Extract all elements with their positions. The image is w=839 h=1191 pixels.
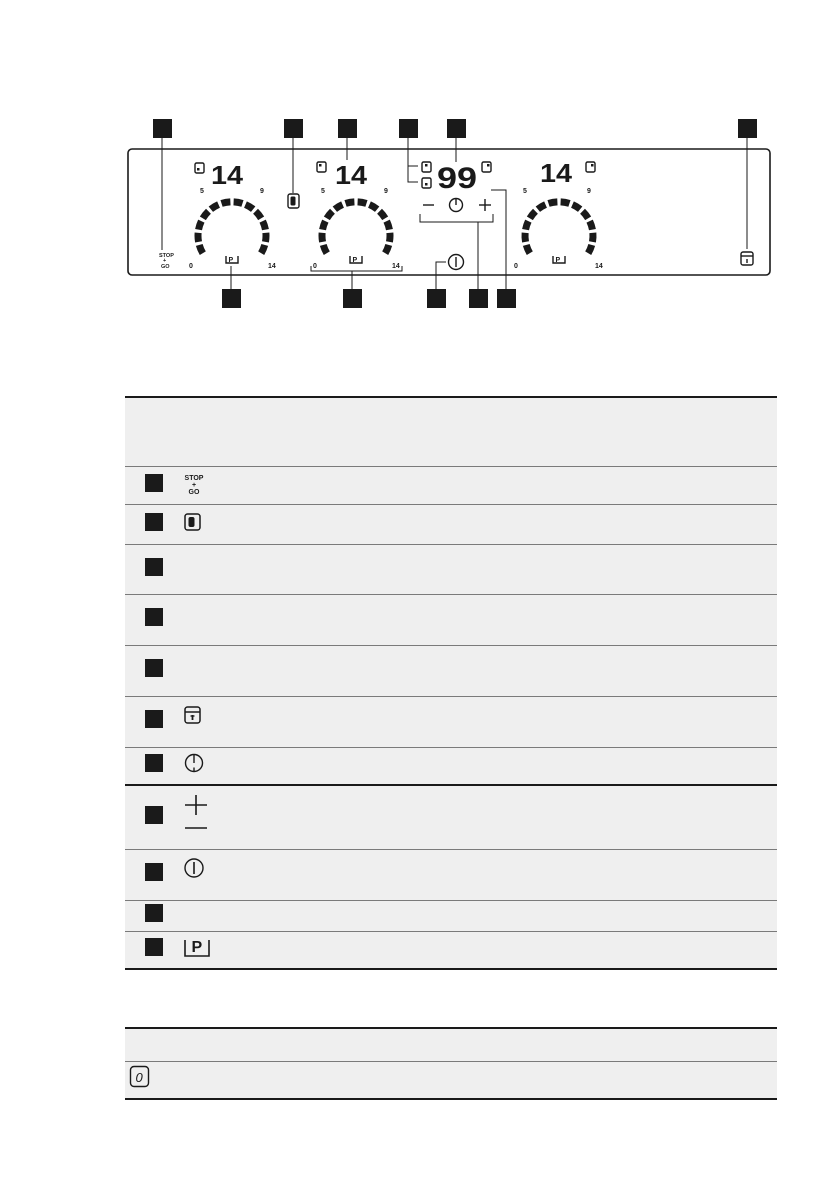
leader-lines — [162, 138, 747, 289]
table-row — [125, 696, 777, 747]
row-number-square — [145, 710, 163, 728]
right-dial[interactable] — [525, 202, 593, 253]
table-row — [125, 466, 777, 504]
table-row — [125, 747, 777, 785]
callout-marker — [343, 289, 362, 308]
middle-dial-label-min: 0 — [313, 263, 317, 270]
row-number-square — [145, 863, 163, 881]
display-table — [125, 1027, 777, 1100]
callout-marker — [399, 119, 418, 138]
zone-indicator-right — [586, 162, 595, 172]
right-dial-label-low: 5 — [523, 188, 527, 195]
middle-dial-label-mid: 9 — [384, 188, 388, 195]
right-power-display: 14 — [540, 158, 573, 188]
row-number-square — [145, 904, 163, 922]
row-number-square — [145, 474, 163, 492]
row-number-square — [145, 938, 163, 956]
power-boost-icon[interactable] — [553, 256, 565, 264]
left-dial-label-low: 5 — [200, 188, 204, 195]
table-row — [125, 645, 777, 696]
middle-dial-label-low: 5 — [321, 188, 325, 195]
callout-marker — [153, 119, 172, 138]
callout-marker — [738, 119, 757, 138]
right-dial-label-min: 0 — [514, 263, 518, 270]
zone-indicator-front — [422, 178, 431, 188]
row-number-square — [145, 754, 163, 772]
svg-text:P: P — [352, 257, 358, 264]
stop-go-icon — [183, 475, 205, 496]
stop-go-label-go: GO — [161, 264, 170, 270]
zero-display-icon — [129, 1065, 151, 1089]
left-dial-label-max: 14 — [268, 263, 276, 270]
lock-icon — [183, 705, 203, 725]
power-boost-icon[interactable] — [350, 256, 362, 264]
control-panel-diagram — [0, 0, 839, 330]
zone-indicator-left — [195, 163, 204, 173]
table-row — [125, 931, 777, 969]
zone-indicator-timer — [482, 162, 491, 172]
stop-go-label-stop: STOP — [159, 253, 174, 259]
power-icon[interactable] — [449, 255, 464, 270]
power-boost-icon — [183, 936, 211, 958]
row-number-square — [145, 608, 163, 626]
bridge-icon — [183, 513, 203, 531]
table-header-row — [125, 1028, 777, 1061]
symbol-table — [125, 396, 777, 970]
table-row — [125, 544, 777, 594]
plus-icon[interactable] — [479, 199, 491, 211]
middle-dial[interactable] — [322, 202, 390, 253]
zone-indicator-rear — [422, 162, 431, 172]
callout-marker — [284, 119, 303, 138]
right-dial-label-mid: 9 — [587, 188, 591, 195]
middle-dial-label-max: 14 — [392, 263, 400, 270]
right-dial-label-max: 14 — [595, 263, 603, 270]
table-row — [125, 504, 777, 544]
left-dial-label-mid: 9 — [260, 188, 264, 195]
table-header-row — [125, 397, 777, 466]
middle-power-display: 14 — [335, 160, 368, 190]
table-row — [125, 849, 777, 900]
left-dial[interactable] — [198, 202, 266, 253]
table-row — [125, 785, 777, 849]
callout-marker — [222, 289, 241, 308]
callout-marker — [447, 119, 466, 138]
timer-icon[interactable] — [450, 199, 463, 212]
stop-go-icon[interactable] — [159, 253, 174, 270]
row-number-square — [145, 806, 163, 824]
callout-marker — [338, 119, 357, 138]
power-boost-letter: P — [191, 939, 203, 957]
table-row — [125, 1061, 777, 1099]
stop-go-text: STOP — [184, 474, 204, 482]
left-dial-label-min: 0 — [189, 263, 193, 270]
power-icon — [183, 857, 205, 879]
row-number-square — [145, 558, 163, 576]
timer-icon — [183, 752, 205, 774]
lock-icon[interactable] — [741, 252, 753, 265]
svg-text:P: P — [228, 257, 234, 264]
table-row — [125, 594, 777, 645]
zero-display-text: 0 — [135, 1070, 143, 1086]
callout-marker — [427, 289, 446, 308]
row-number-square — [145, 659, 163, 677]
left-power-display: 14 — [211, 160, 244, 190]
svg-text:P: P — [555, 257, 561, 264]
callout-marker — [469, 289, 488, 308]
stop-go-text: GO — [188, 488, 200, 496]
table-row — [125, 900, 777, 931]
stop-go-label-plus: + — [163, 258, 167, 264]
bridge-icon[interactable] — [288, 194, 299, 208]
plus-minus-icon — [183, 795, 209, 835]
zone-indicator-middle — [317, 162, 326, 172]
callout-marker — [497, 289, 516, 308]
power-boost-icon[interactable] — [226, 256, 238, 264]
stop-go-text: + — [191, 481, 197, 489]
row-number-square — [145, 513, 163, 531]
timer-display: 99 — [437, 162, 477, 195]
